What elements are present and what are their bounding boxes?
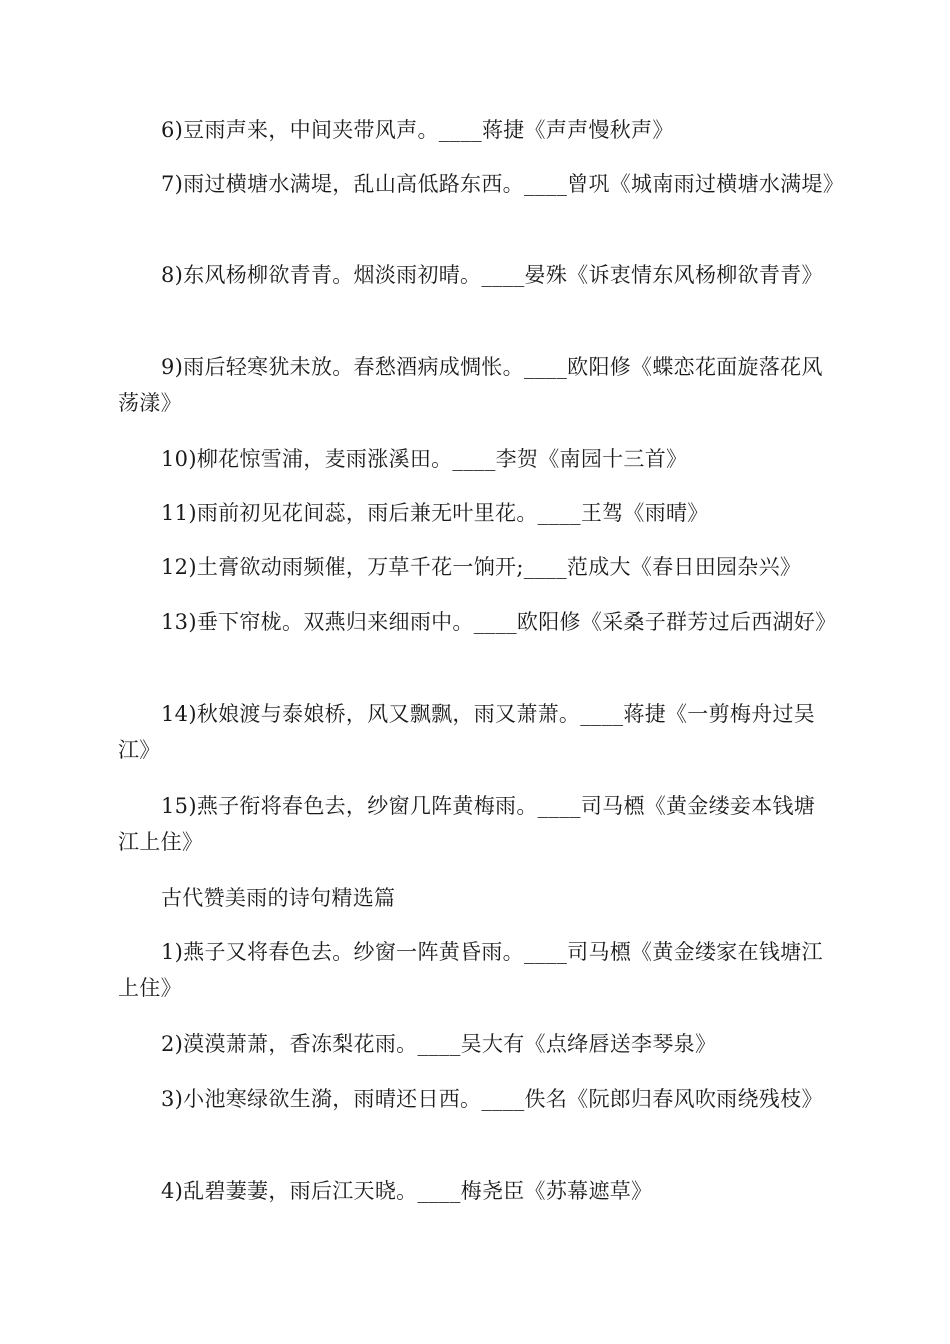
poem-line-14: 14)秋娘渡与泰娘桥，风又飘飘，雨又萧萧。____蒋捷《一剪梅舟过吴江》 [118,702,816,762]
poem-line-12: 12)土膏欲动雨频催，万草千花一饷开;____范成大《春日田园杂兴》 [161,555,802,579]
poem-line-11: 11)雨前初见花间蕊，雨后兼无叶里花。____王驾《雨晴》 [161,501,709,525]
poem-line-10: 10)柳花惊雪浦，麦雨涨溪田。____李贺《南园十三首》 [161,447,688,471]
poem2-line-2: 2)漠漠萧萧，香冻梨花雨。____吴大有《点绛唇送李琴泉》 [161,1032,717,1056]
section-heading: 古代赞美雨的诗句精选篇 [161,886,396,910]
poem-line-15: 15)燕子衔将春色去，纱窗几阵黄梅雨。____司马槱《黄金缕妾本钱塘江上住》 [118,794,816,854]
poem2-line-4: 4)乱碧萋萋，雨后江天晓。____梅尧臣《苏幕遮草》 [161,1179,653,1203]
poem-line-8: 8)东风杨柳欲青青。烟淡雨初晴。____晏殊《诉衷情东风杨柳欲青青》 [161,263,823,287]
poem-line-6: 6)豆雨声来，中间夹带风声。____蒋捷《声声慢秋声》 [161,118,674,142]
poem-line-9: 9)雨后轻寒犹未放。春愁酒病成惆怅。____欧阳修《蝶恋花面旋落花风荡漾》 [118,355,823,415]
poem2-line-3: 3)小池寒绿欲生漪，雨晴还日西。____佚名《阮郎归春风吹雨绕残枝》 [161,1087,823,1111]
poem2-line-1: 1)燕子又将春色去。纱窗一阵黄昏雨。____司马槱《黄金缕家在钱塘江上住》 [118,940,823,1000]
poem-line-13: 13)垂下帘栊。双燕归来细雨中。____欧阳修《采桑子群芳过后西湖好》 [161,610,837,634]
poem-line-7: 7)雨过横塘水满堤，乱山高低路东西。____曾巩《城南雨过横塘水满堤》 [161,172,845,196]
